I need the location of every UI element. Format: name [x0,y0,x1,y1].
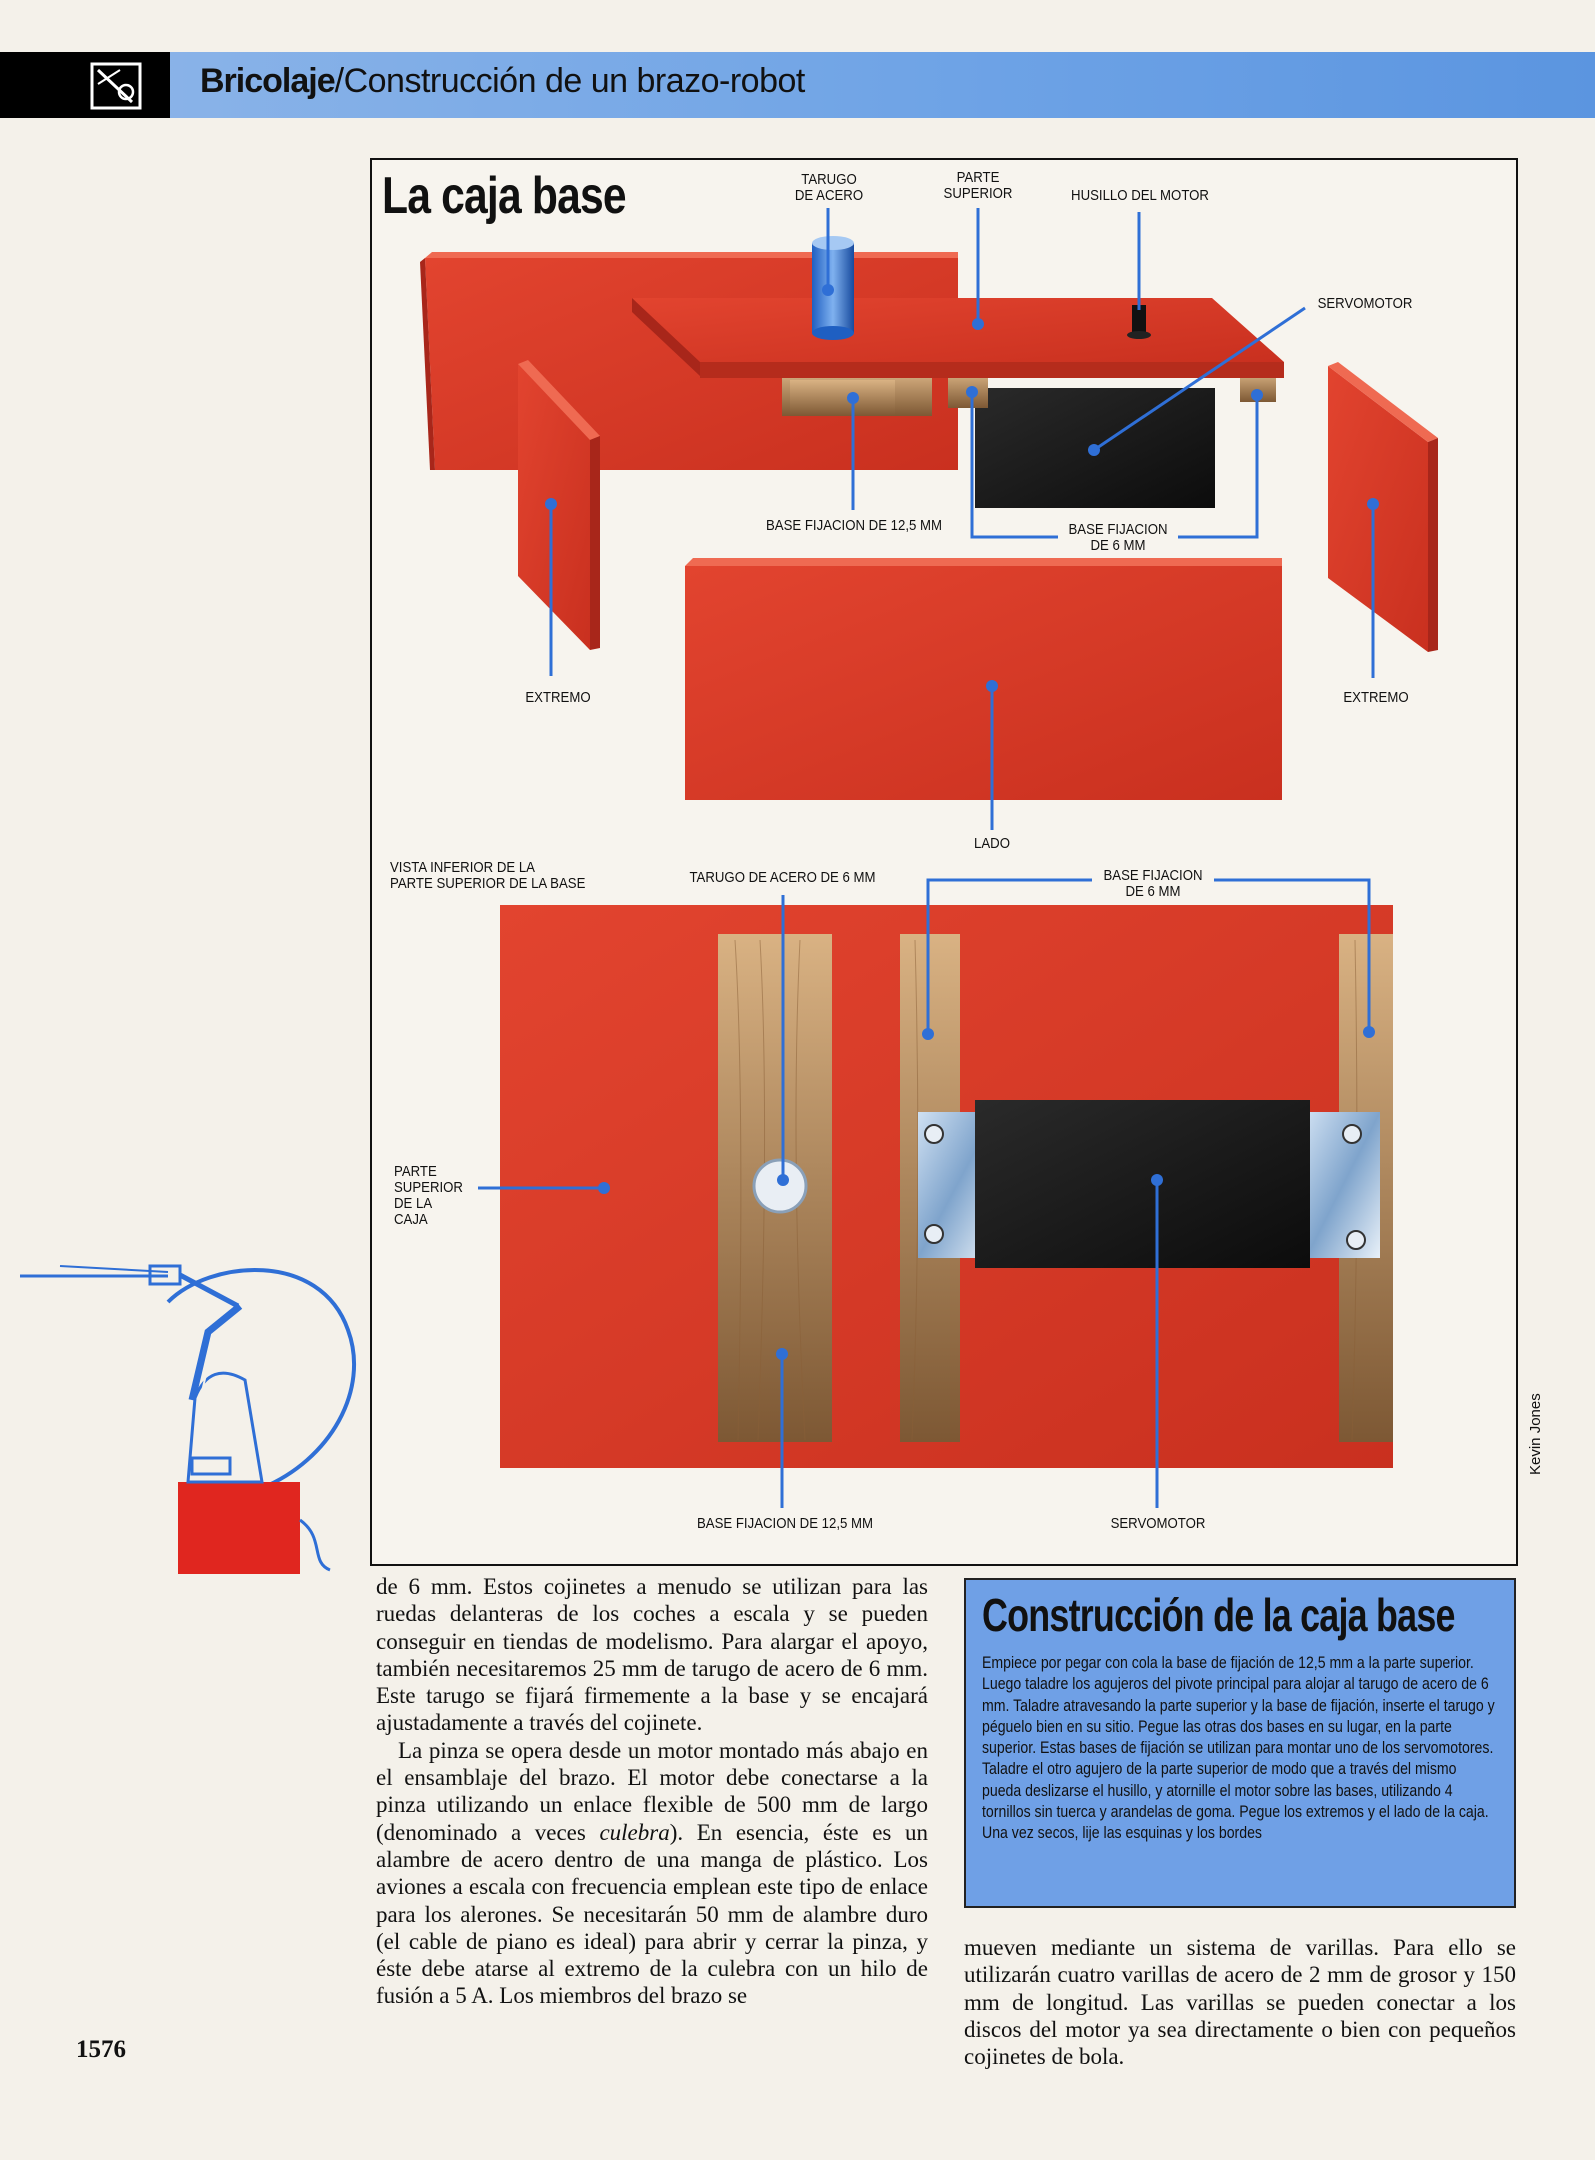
instructions-text: Empiece por pegar con cola la base de fijación de 12,5 mm a la parte superior. Luego taladre los agujeros del pivote principal para alojar al tarugo de acero de 6 mm. Taladre atravesando la parte superior y la base de fijación, inserte el tarugo y péguelo bien en su sitio. Pegue las otras dos bases en su lugar, en la parte superior. Estas bases de fijación se utilizan para montar uno de los servomotores. Taladre el otro agujero de la parte superior de modo que a través del mismo pueda deslizarse el husillo, y atornille el motor sobre las bases, utilizando 4 tornillos sin tuerca y arandelas de goma. Pegue los extremos y el lado de la caja. Una vez secos, lije las esquinas y los bordes [982,1653,1495,1843]
header-section: Bricolaje [200,62,335,100]
label-base-6-top: BASE FIJACION DE 6 MM [1068,521,1168,554]
servomotor-bottom [975,1100,1310,1268]
robot-arm-sketch [0,1220,360,1580]
label-servomotor-top: SERVOMOTOR [1317,295,1413,312]
label-base-125-bottom: BASE FIJACION DE 12,5 MM [696,1515,874,1532]
dowel-end [754,1160,806,1212]
base-125mm-block [790,380,895,416]
label-husillo-motor: HUSILLO DEL MOTOR [1071,187,1209,204]
paragraph-1: de 6 mm. Estos cojinetes a menudo se utilizan para las ruedas delanteras de los coches a escala y se pueden conseguir en tiendas de modelismo. Para alargar el apoyo, también necesitaremos 25 mm de tarugo de acero de 6 mm. Este tarugo se fijará firmemente a la base y se encajará ajustadamente a través del cojinete. [376,1574,928,1736]
paragraph-2 [376,1737,928,2010]
label-base-125-top: BASE FIJACION DE 12,5 MM [765,517,943,534]
label-parte-superior: PARTE SUPERIOR [943,169,1013,202]
illustration-title: La caja base [382,167,626,225]
paragraph-3: mueven mediante un sistema de varillas. Para ello se utilizarán cuatro varillas de acero de 2 mm de grosor y 150 mm de longitud. Las varillas se pueden conectar a los discos del motor ya sea directamente o bien con pequeños cojinetes de bola. [964,1935,1516,2070]
label-servomotor-bottom: SERVOMOTOR [1110,1515,1206,1532]
paragraph-2-a: La pinza se opera desde un motor montado más abajo en el ensamblaje del brazo. El motor debe conectarse a la pinza utilizando un enlace flexible de 500 mm de largo (denominado a veces [376,1737,928,1845]
label-parte-superior-caja: PARTE SUPERIOR DE LA CAJA [394,1163,463,1228]
page-number: 1576 [76,2036,126,2063]
top-plate [632,298,1284,378]
label-extremo-left: EXTREMO [525,689,591,706]
instructions-box [964,1578,1516,1908]
label-vista-inferior: VISTA INFERIOR DE LA PARTE SUPERIOR DE LA BASE [390,859,586,892]
paragraph-2-b: ). En esencia, éste es un alambre de acero dentro de una manga de plástico. Los aviones a escala con frecuencia emplean este tipo de enlace para los alerones. Se necesitarán 50 mm de alambre duro (el cable de piano es ideal) para abrir y cerrar la pinza, y éste debe atarse al extremo de la culebra con un hilo de fusión a 5 A. Los miembros del brazo se [376,1819,928,2009]
instructions-title: Construcción de la caja base [982,1589,1455,1641]
body-column-1 [376,1573,928,2010]
label-lado: LADO [974,835,1010,852]
label-tarugo-acero: TARUGO DE ACERO [794,171,864,204]
label-tarugo-6mm: TARUGO DE ACERO DE 6 MM [689,869,876,886]
header-subtitle: /Construcción de un brazo-robot [334,62,805,100]
body-column-2 [964,1934,1516,2070]
label-extremo-right: EXTREMO [1343,689,1409,706]
illustrator-credit: Kevin Jones [1527,1393,1544,1475]
end-panel-right [1328,362,1438,652]
label-base-6-bottom: BASE FIJACION DE 6 MM [1103,867,1203,900]
side-panel [685,558,1282,800]
paragraph-2-em: culebra [599,1819,670,1845]
